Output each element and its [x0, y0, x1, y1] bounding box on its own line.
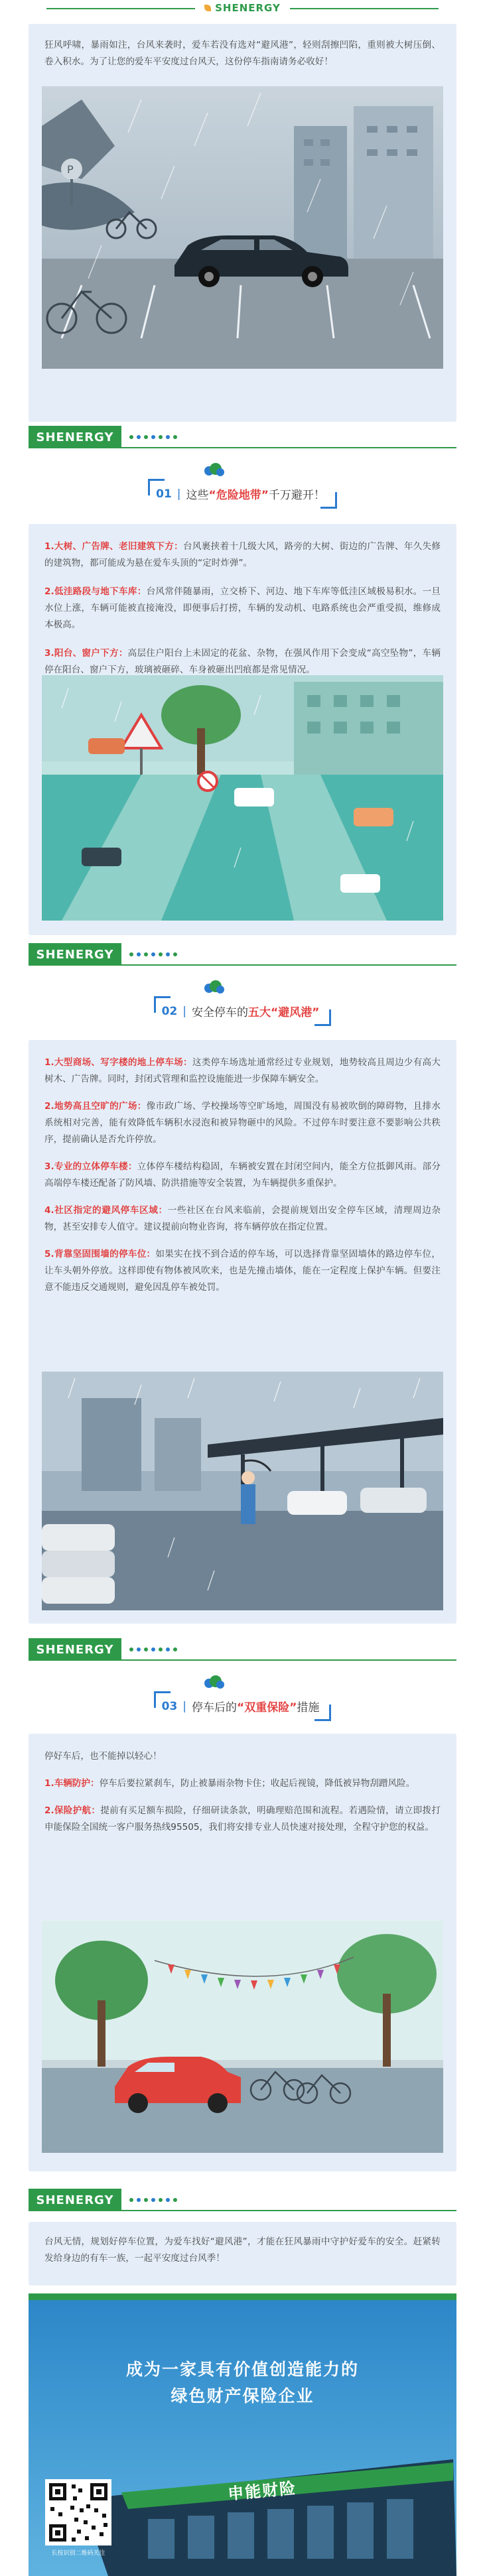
section2-item-2: 2.地势高且空旷的广场：像市政广场、学校操场等空旷场地，周围没有易被吹倒的障碍物，且排水系统相对完善，能有效降低车辆积水浸泡和被异物砸中的风险。不过停车时要注意不要影响公共秩序，提前确认是否允许停放。	[44, 1101, 441, 1145]
section-number: 02	[161, 1004, 178, 1018]
section2-item-4: 4.社区指定的避风停车区域：一些社区在台风来临前，会提前规划出安全停车区域，清理周边杂物，甚至安排专人值守。建议提前向物业咨询，将车辆停放在指定位置。	[44, 1205, 441, 1232]
qr-caption: 长按识别二维码关注	[51, 2550, 105, 2557]
section-title-highlight: “双重保险”	[237, 1701, 297, 1714]
section3-item-2: 2.保险护航：提前有买足额车损险，仔细研读条款，明确理赔范围和流程。若遇险情，请立即拨打申能保险全国统一客户服务热线95505，我们将安排专业人员快速对接处理，全程守护您的权益。	[44, 1805, 441, 1833]
section-title-1	[0, 479, 485, 509]
section1-item-1: 1.大树、广告牌、老旧建筑下方：台风裹挟着十几级大风，路旁的大树、街边的广告牌、年久失修的建筑物，都可能成为悬在爱车头顶的“定时炸弹”。	[44, 541, 441, 568]
closing-text: 台风无情，规划好停车位置，为爱车找好“避风港”，才能在狂风暴雨中守护好爱车的安全。赶紧转发给身边的有车一族，一起平安度过台风季！	[44, 2236, 441, 2264]
brand-tag-4: SHENERGY	[29, 2189, 121, 2211]
tag-divider-4	[121, 2210, 456, 2211]
svg-text:P: P	[67, 163, 74, 176]
section-title-post: 措施	[297, 1701, 320, 1714]
cloud-icon	[202, 1675, 225, 1690]
section-separator: |	[182, 1699, 187, 1713]
section-title-pre: 安全停车的	[192, 1006, 249, 1019]
section-title-3	[0, 1691, 485, 1721]
top-divider-right	[273, 8, 439, 9]
section1-item-3: 3.阳台、窗户下方：高层住户阳台上未固定的花盆、杂物，在强风作用下会变成“高空坠物”，车辆停在阳台、窗户下方，玻璃被砸碎、车身被砸出凹痕都是常见情况。	[44, 648, 441, 675]
brand-tag-2: SHENERGY	[29, 943, 121, 966]
section2-item-5: 5.背靠坚固围墙的停车位：如果实在找不到合适的停车场，可以选择背靠坚固墙体的路边停车位，让车头朝外停放。这样即使有物体被风吹来，也是先撞击墙体，能在一定程度上保护车辆。但要注意不能违反交通规则，避免因乱停车被处罚。	[44, 1249, 441, 1293]
decor-dots-4	[129, 2198, 177, 2202]
closing-card	[29, 2222, 456, 2286]
flooded-street-illustration	[42, 675, 443, 921]
decor-dots-1	[129, 435, 177, 439]
section-separator: |	[182, 1004, 187, 1018]
section3-item-1: 1.车辆防护：停车后要拉紧刹车，防止被暴雨杂物卡住；收起后视镜，降低被异物刮蹭风险。	[44, 1778, 415, 1789]
section-card-3	[29, 1734, 456, 2171]
parked-car-illustration	[42, 1921, 443, 2153]
intro-card	[29, 24, 456, 422]
section-title-pre: 停车后的	[192, 1701, 238, 1714]
footer-banner	[29, 2293, 456, 2576]
section2-item-3: 3.专业的立体停车楼：立体停车楼结构稳固，车辆被安置在封闭空间内，能全方位抵御风雨。部分高端停车楼还配备了防风墙、防洪措施等安全装置，为车辆提供多重保护。	[44, 1161, 441, 1189]
tag-divider-2	[121, 964, 456, 966]
brand-tag-1: SHENERGY	[29, 426, 121, 448]
building-sign: 申能财险	[227, 2479, 298, 2504]
section3-intro: 停好车后，也不能掉以轻心！	[44, 1751, 162, 1762]
storm-parking-illustration	[42, 86, 443, 369]
section-title-highlight: 五大“避风港”	[248, 1006, 320, 1019]
section-number: 03	[161, 1699, 178, 1713]
section-number: 01	[156, 487, 172, 501]
section2-item-1: 1.大型商场、写字楼的地上停车场：这类停车场选址通常经过专业规划，地势较高且周边少有高大树木、广告牌。同时，封闭式管理和监控设施能进一步保障车辆安全。	[44, 1057, 441, 1084]
section-title-2	[0, 996, 485, 1026]
brand-tag-3: SHENERGY	[29, 1638, 121, 1661]
section-title-pre: 这些	[186, 489, 209, 502]
intro-text: 狂风呼啸，暴雨如注，台风来袭时，爱车若没有选对“避风港”，轻则刮擦凹陷，重则被大树压倒、卷入积水。为了让您的爱车平安度过台风天，这份停车指南请务必收好！	[44, 40, 441, 67]
section-title-post: 千万避开！	[268, 489, 325, 502]
leaf-icon	[204, 5, 211, 11]
section1-item-2: 2.低洼路段与地下车库：台风常伴随暴雨，立交桥下、河边、地下车库等低洼区域极易积水。一旦水位上涨，车辆可能被直接淹没，即便事后打捞，车辆的发动机、电路系统也会严重受损，维修成本极高。	[44, 586, 441, 630]
qr-code[interactable]	[45, 2479, 111, 2545]
qr-code-block[interactable]	[42, 2479, 115, 2557]
top-brand-strip	[0, 0, 485, 16]
section-separator: |	[176, 487, 181, 501]
decor-dots-2	[129, 952, 177, 956]
cloud-icon	[202, 463, 225, 478]
tag-divider-3	[121, 1659, 456, 1661]
top-divider-left	[46, 8, 212, 9]
covered-parking-illustration	[42, 1372, 443, 1610]
cloud-icon	[202, 980, 225, 995]
top-brand	[195, 2, 290, 14]
tag-divider-1	[121, 447, 456, 448]
decor-dots-3	[129, 1647, 177, 1651]
top-brand-label: SHENERGY	[215, 2, 281, 14]
section-card-2	[29, 1040, 456, 1624]
section-title-highlight: “危险地带”	[208, 489, 269, 502]
footer-slogan-line1: 成为一家具有价值创造能力的	[125, 2360, 359, 2379]
footer-slogan-line2: 绿色财产保险企业	[171, 2386, 314, 2406]
section-card-1	[29, 524, 456, 935]
